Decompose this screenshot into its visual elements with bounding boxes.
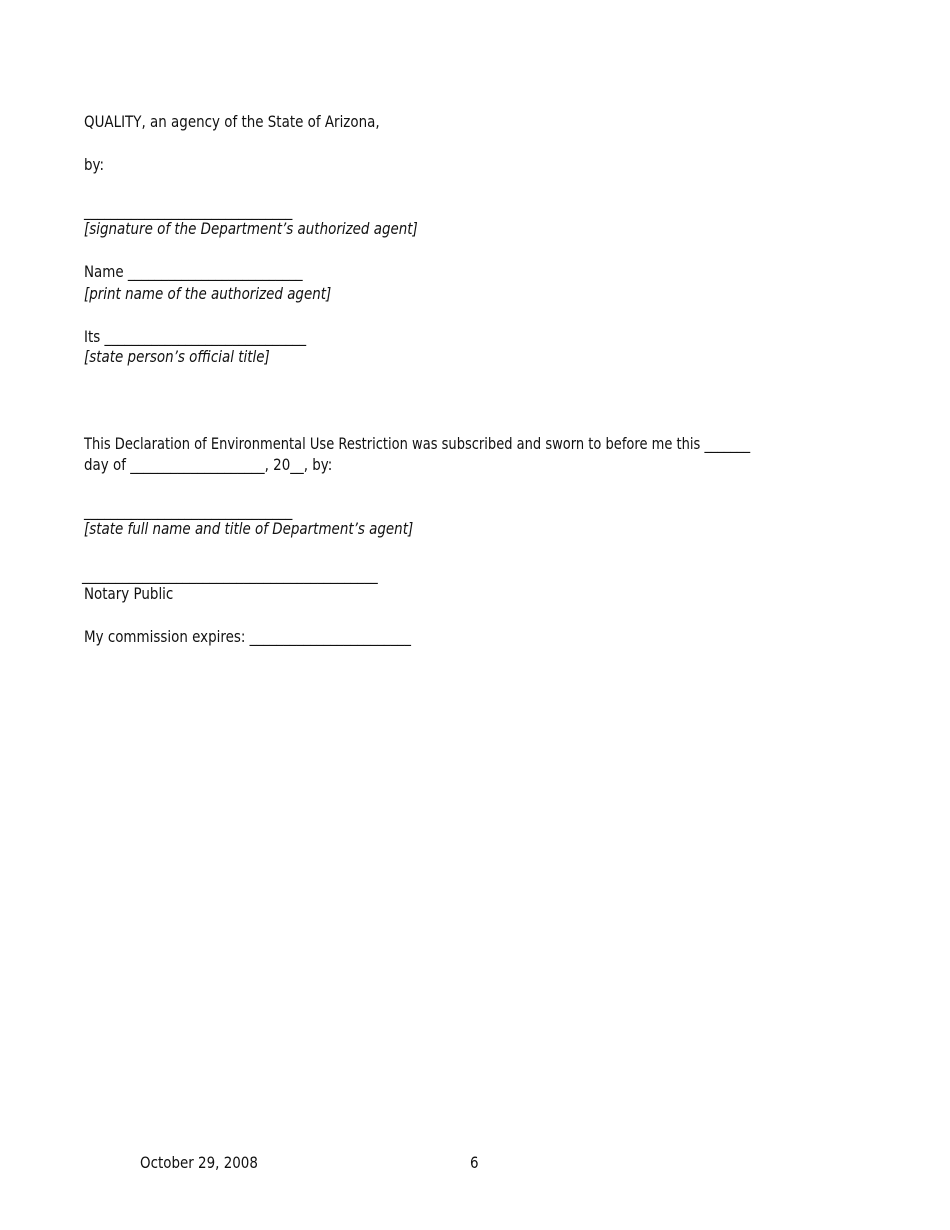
signature-blank: _______________________________ — [84, 201, 293, 220]
declaration-line-2: day of ____________________, 20__, by: — [84, 455, 333, 474]
its-caption: [state person’s official title] — [84, 347, 270, 366]
agent-caption: [state full name and title of Department’s agent] — [84, 519, 414, 538]
signature-caption: [signature of the Department’s authorized agent] — [84, 219, 418, 238]
name-caption: [print name of the authorized agent] — [84, 284, 332, 303]
page-number: 6 — [470, 1153, 479, 1172]
declaration-line-1: This Declaration of Environmental Use Restriction was subscribed and sworn to before me this _______ — [84, 434, 751, 453]
notary-public-label: Notary Public — [84, 584, 174, 603]
its-line: Its ______________________________ — [84, 327, 307, 346]
by-line: by: — [84, 155, 105, 174]
name-line: Name __________________________ — [84, 262, 303, 281]
agency-line: QUALITY, an agency of the State of Arizona, — [84, 112, 380, 131]
notary-signature-blank: ____________________________________________ — [82, 565, 378, 584]
agent-signature-blank: _______________________________ — [84, 501, 293, 520]
commission-expires-line: My commission expires: ________________________ — [84, 627, 411, 646]
footer-date: October 29, 2008 — [140, 1153, 258, 1172]
